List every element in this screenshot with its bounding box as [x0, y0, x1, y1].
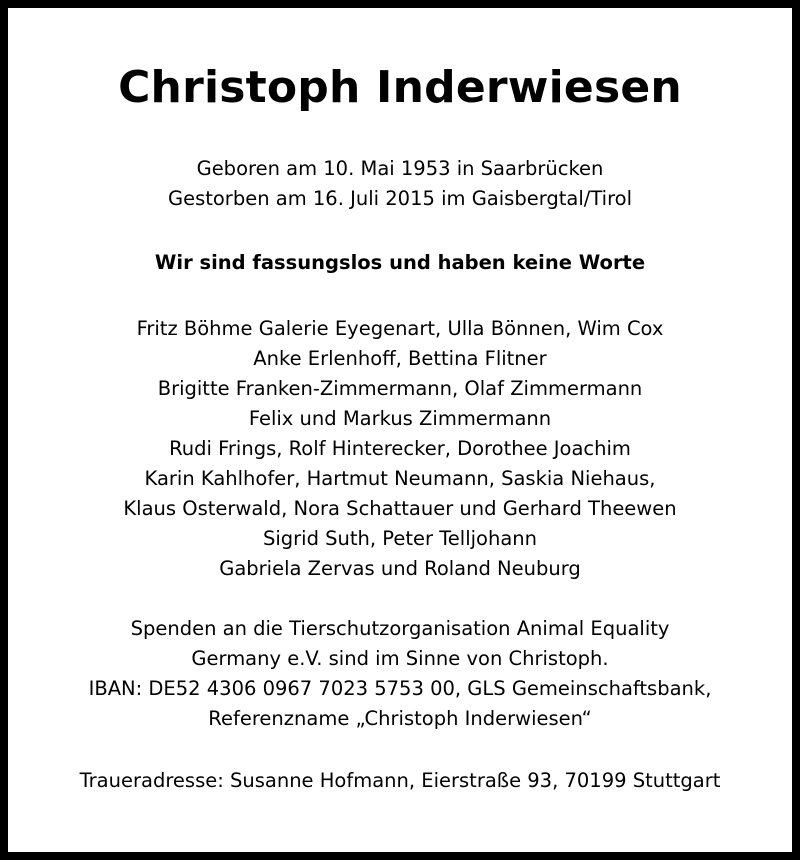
reference-line: Referenzname „Christoph Inderwiesen“ — [208, 707, 592, 730]
life-dates — [8, 154, 792, 214]
mourners-line: Felix und Markus Zimmermann — [248, 407, 552, 430]
mourners-line: Klaus Osterwald, Nora Schattauer und Gerhard Theewen — [123, 497, 677, 520]
donation-line: Spenden an die Tierschutzorganisation Animal Equality — [130, 617, 670, 640]
donation-line: Germany e.V. sind im Sinne von Christoph. — [191, 647, 609, 670]
mourners-list — [8, 314, 792, 584]
donation-request — [8, 614, 792, 734]
mourners-line: Gabriela Zervas und Roland Neuburg — [219, 557, 581, 580]
grief-statement — [8, 248, 792, 278]
mourners-line: Fritz Böhme Galerie Eyegenart, Ulla Bönnen, Wim Cox — [136, 317, 664, 340]
mourning-address-text: Traueradresse: Susanne Hofmann, Eierstraße 93, 70199 Stuttgart — [79, 769, 721, 792]
mourners-line: Sigrid Suth, Peter Telljohann — [262, 527, 538, 550]
mourners-line: Brigitte Franken-Zimmermann, Olaf Zimmermann — [157, 377, 643, 400]
deceased-name: Christoph Inderwiesen — [118, 62, 682, 113]
mourners-line: Karin Kahlhofer, Hartmut Neumann, Saskia Niehaus, — [144, 467, 656, 490]
mourning-address — [8, 766, 792, 796]
grief-statement-text: Wir sind fassungslos und haben keine Worte — [154, 251, 646, 274]
mourners-line: Rudi Frings, Rolf Hinterecker, Dorothee Joachim — [169, 437, 631, 460]
death-line: Gestorben am 16. Juli 2015 im Gaisbergtal/Tirol — [167, 187, 633, 210]
birth-line: Geboren am 10. Mai 1953 in Saarbrücken — [196, 157, 604, 180]
mourners-line: Anke Erlenhoff, Bettina Flitner — [253, 347, 547, 370]
iban-line: IBAN: DE52 4306 0967 7023 5753 00, GLS Gemeinschaftsbank, — [88, 677, 712, 700]
